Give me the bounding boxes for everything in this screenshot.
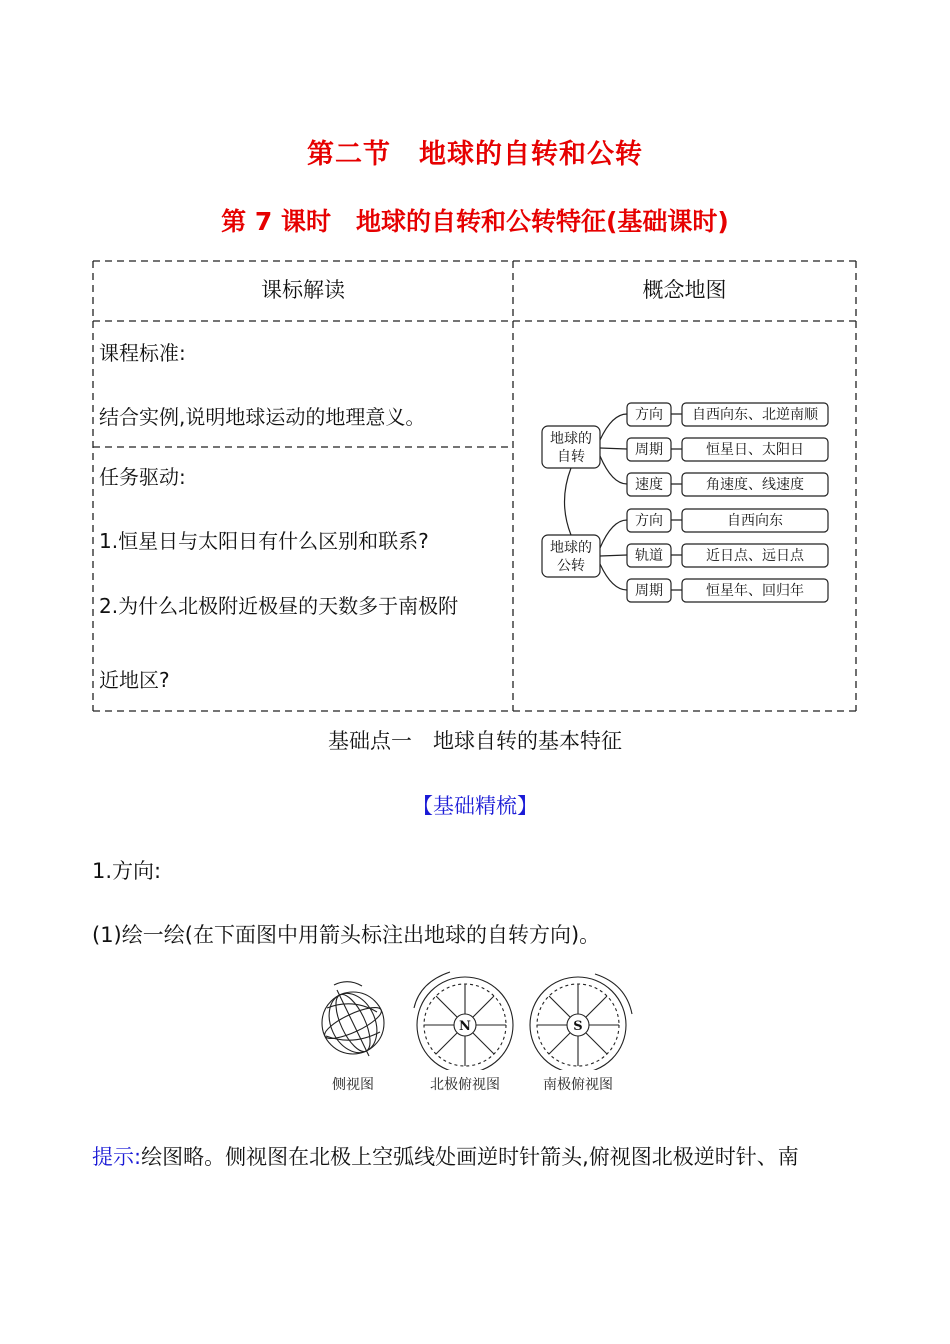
standard-text: 结合实例,说明地球运动的地理意义。 [99, 405, 426, 429]
hint-text: 绘图略。侧视图在北极上空弧线处画逆时针箭头,俯视图北极逆时针、南 [141, 1145, 799, 1169]
task-question-2-line2: 近地区? [99, 668, 170, 692]
globe-figures [310, 968, 640, 1070]
table-header-concept-map: 概念地图 [642, 278, 727, 302]
rotation-key: 周期 [635, 442, 663, 458]
north-letter: N [459, 1019, 471, 1034]
table-header-standard: 课标解读 [261, 278, 345, 302]
task-question-1: 1.恒星日与太阳日有什么区别和联系? [99, 529, 429, 553]
rotation-value: 恒星日、太阳日 [706, 442, 804, 458]
hint-line [92, 1141, 799, 1171]
task-label: 任务驱动: [99, 465, 186, 489]
section-heading: 基础点一 地球自转的基本特征 [328, 729, 622, 753]
rotation-root-line2: 自转 [557, 449, 585, 465]
revolution-value: 近日点、远日点 [706, 548, 804, 564]
side-view-globe [320, 982, 386, 1061]
standard-label: 课程标准: [99, 341, 186, 365]
rotation-value: 自西向东、北逆南顺 [692, 407, 818, 423]
rotation-key: 速度 [635, 477, 663, 493]
revolution-root-line2: 公转 [557, 558, 585, 574]
item-1-sub: (1)绘一绘(在下面图中用箭头标注出地球的自转方向)。 [92, 923, 601, 947]
revolution-key: 轨道 [635, 548, 663, 564]
revolution-key: 周期 [635, 583, 663, 599]
rotation-key: 方向 [635, 407, 663, 423]
task-question-2-line1: 2.为什么北极附近极昼的天数多于南极附 [99, 594, 459, 618]
revolution-key: 方向 [635, 513, 663, 529]
hint-label: 提示: [92, 1145, 142, 1169]
south-view-caption: 南极俯视图 [543, 1077, 613, 1093]
bracket-heading: 【基础精梳】 [412, 794, 538, 818]
page-title: 第二节 地球的自转和公转 [307, 139, 643, 170]
lesson-subtitle: 第 7 课时 地球的自转和公转特征(基础课时) [221, 207, 729, 236]
rotation-root-line1: 地球的 [550, 431, 592, 447]
rotation-value: 角速度、线速度 [706, 477, 804, 493]
side-view-caption: 侧视图 [332, 1077, 374, 1093]
south-letter: S [573, 1019, 583, 1034]
concept-map [530, 390, 840, 610]
north-view-caption: 北极俯视图 [430, 1077, 500, 1093]
revolution-value: 自西向东 [727, 513, 783, 529]
revolution-root-line1: 地球的 [550, 540, 592, 556]
revolution-value: 恒星年、回归年 [706, 583, 804, 599]
item-1: 1.方向: [92, 859, 162, 883]
